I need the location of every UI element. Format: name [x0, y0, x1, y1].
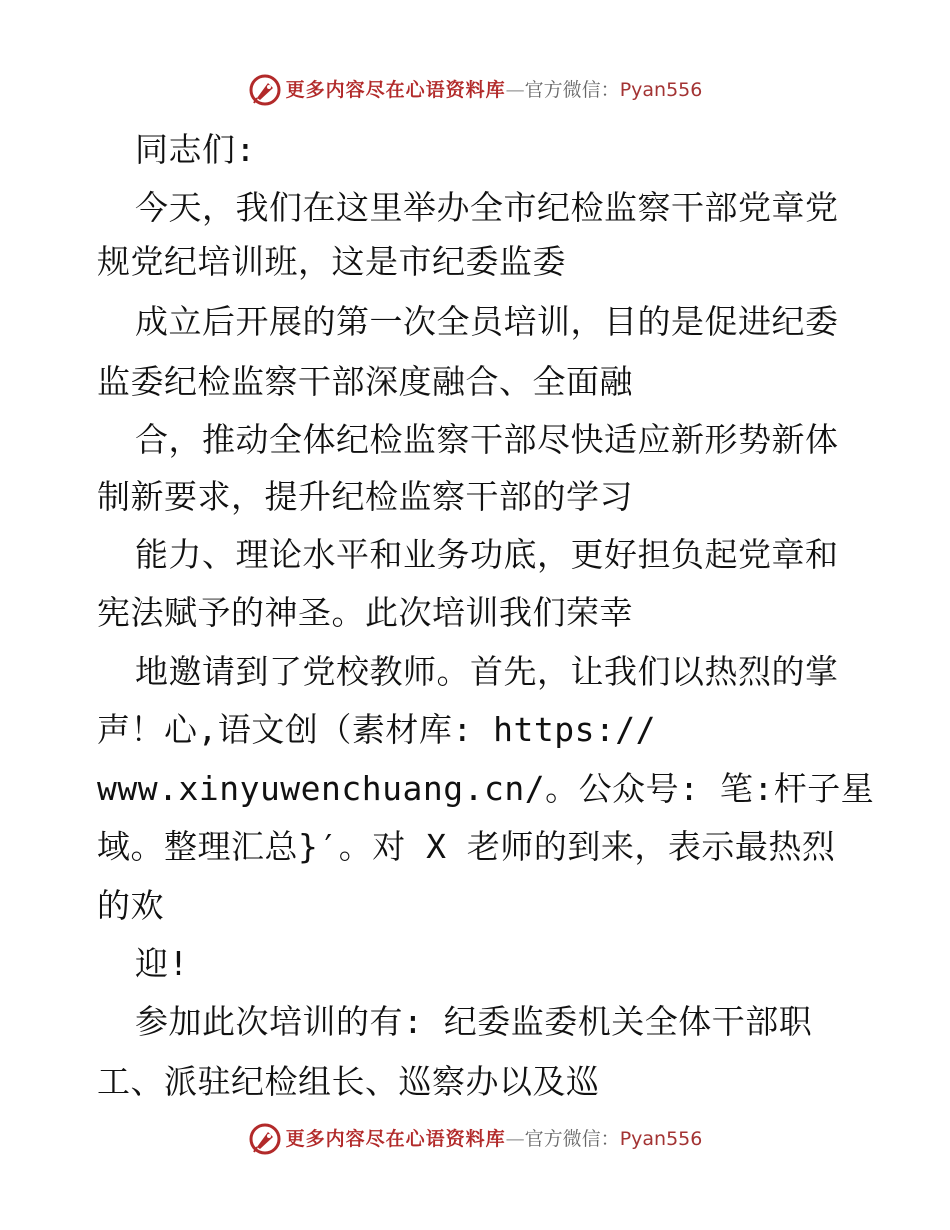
body-line: www.xinyuwenchuang.cn/。公众号: 笔:杆子星 — [97, 769, 875, 808]
body-line: 规党纪培训班，这是市纪委监委 — [97, 242, 566, 281]
body-line: 地邀请到了党校教师。首先，让我们以热烈的掌 — [135, 652, 839, 691]
pen-nib-icon — [248, 1122, 282, 1156]
body-line: 工、派驻纪检组长、巡察办以及巡 — [97, 1062, 600, 1101]
watermark-brand: 更多内容尽在心语资料库 — [285, 1128, 506, 1150]
footer-watermark — [0, 1119, 950, 1159]
watermark-wechat-handle: Pyan556 — [619, 79, 703, 101]
watermark-official-label: 官方微信： — [524, 1128, 620, 1150]
body-line: 制新要求，提升纪检监察干部的学习 — [97, 477, 633, 516]
body-line: 同志们: — [135, 130, 256, 169]
body-line: 参加此次培训的有: 纪委监委机关全体干部职 — [135, 1002, 813, 1041]
watermark-separator: — — [505, 1128, 525, 1150]
body-line: 监委纪检监察干部深度融合、全面融 — [97, 362, 633, 401]
watermark-official-label: 官方微信： — [524, 79, 620, 101]
pen-nib-icon — [248, 73, 282, 107]
body-line: 声！心,语文创（素材库: https:// — [97, 710, 657, 749]
body-line: 能力、理论水平和业务功底，更好担负起党章和 — [135, 535, 839, 574]
watermark-separator: — — [505, 79, 525, 101]
body-line: 成立后开展的第一次全员培训，目的是促进纪委 — [135, 302, 839, 341]
watermark-wechat-handle: Pyan556 — [619, 1128, 703, 1150]
watermark-brand: 更多内容尽在心语资料库 — [285, 79, 506, 101]
body-line: 迎! — [135, 944, 189, 983]
body-line: 域。整理汇总}′。对 X 老师的到来，表示最热烈 — [97, 827, 836, 866]
header-watermark — [0, 70, 950, 110]
body-line: 合，推动全体纪检监察干部尽快适应新形势新体 — [135, 420, 839, 459]
body-line: 的欢 — [97, 886, 164, 925]
body-line: 宪法赋予的神圣。此次培训我们荣幸 — [97, 593, 633, 632]
body-line: 今天，我们在这里举办全市纪检监察干部党章党 — [135, 188, 839, 227]
